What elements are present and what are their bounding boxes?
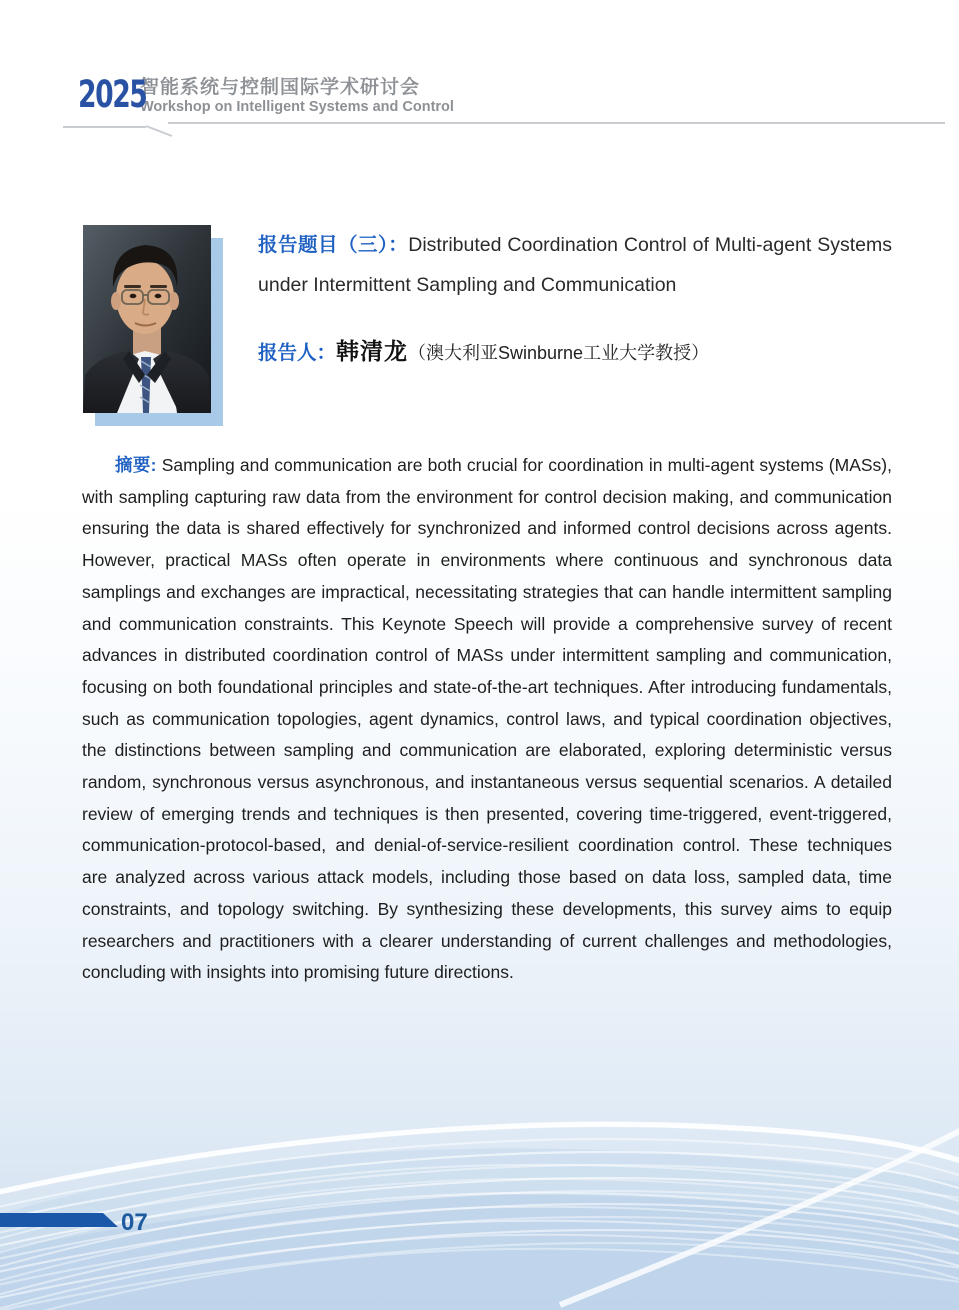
speaker-photo (83, 225, 211, 413)
workshop-title-zh: 智能系统与控制国际学术研讨会 (140, 77, 421, 98)
abstract-text: Sampling and communication are both crucial for coordination in multi-agent systems (MASs), with sampling capturing raw data from the environment for control decision making, and communication ensuring the data is shared effectively for synchronized and informed control decisions across agents. However, practical MASs often operate in environments where continuous and synchronous data samplings and exchanges are impractical, necessitating strategies that can handle intermittent sampling and communication constraints. This Keynote Speech will provide a comprehensive survey of recent advances in distributed coordination control of MASs under intermittent sampling and communication, focusing on both foundational principles and state-of-the-art techniques. After introducing fundamentals, such as communication topologies, agent dynamics, control laws, and typical coordination objectives, the distinctions between sampling and communication are elaborated, exploring deterministic versus random, synchronous versus asynchronous, and instantaneous versus sequential scenarios. A detailed review of emerging trends and techniques is then presented, covering time-triggered, event-triggered, communication-protocol-based, and denial-of-service-resilient coordination control. These techniques are analyzed across various attack models, including those based on data loss, sampled data, time constraints, and topology switching. By synthesizing these developments, this survey aims to equip researchers and practitioners with a clearer understanding of current challenges and methodologies, concluding with insights into promising future directions. (82, 455, 892, 983)
speaker-name: 韩清龙 (336, 338, 409, 364)
talk-title-label: 报告题目（三）： (258, 234, 409, 256)
speaker-affiliation: （澳大利亚Swinburne工业大学教授） (408, 343, 710, 363)
speaker-line (258, 336, 892, 368)
wave-decoration (0, 1070, 959, 1310)
abstract-paragraph (82, 450, 892, 989)
workshop-titles (140, 77, 454, 116)
talk-title (258, 225, 892, 305)
workshop-title-en: Workshop on Intelligent Systems and Control (140, 99, 454, 115)
speaker-label: 报告人： (258, 342, 337, 364)
speaker-photo-frame (82, 225, 258, 425)
abstract-label: 摘要: (115, 455, 157, 475)
footer-accent-bar (0, 1213, 118, 1227)
page-header (78, 73, 454, 116)
talk-info (258, 225, 892, 425)
workshop-year-logo: 2025 (78, 73, 147, 116)
header-divider-line (0, 118, 959, 138)
speaker-section (82, 225, 892, 425)
talk-title-text: Distributed Coordination Control of Multi-agent Systems under Intermittent Sampling and Communication (258, 234, 892, 296)
page-number: 07 (121, 1209, 148, 1236)
